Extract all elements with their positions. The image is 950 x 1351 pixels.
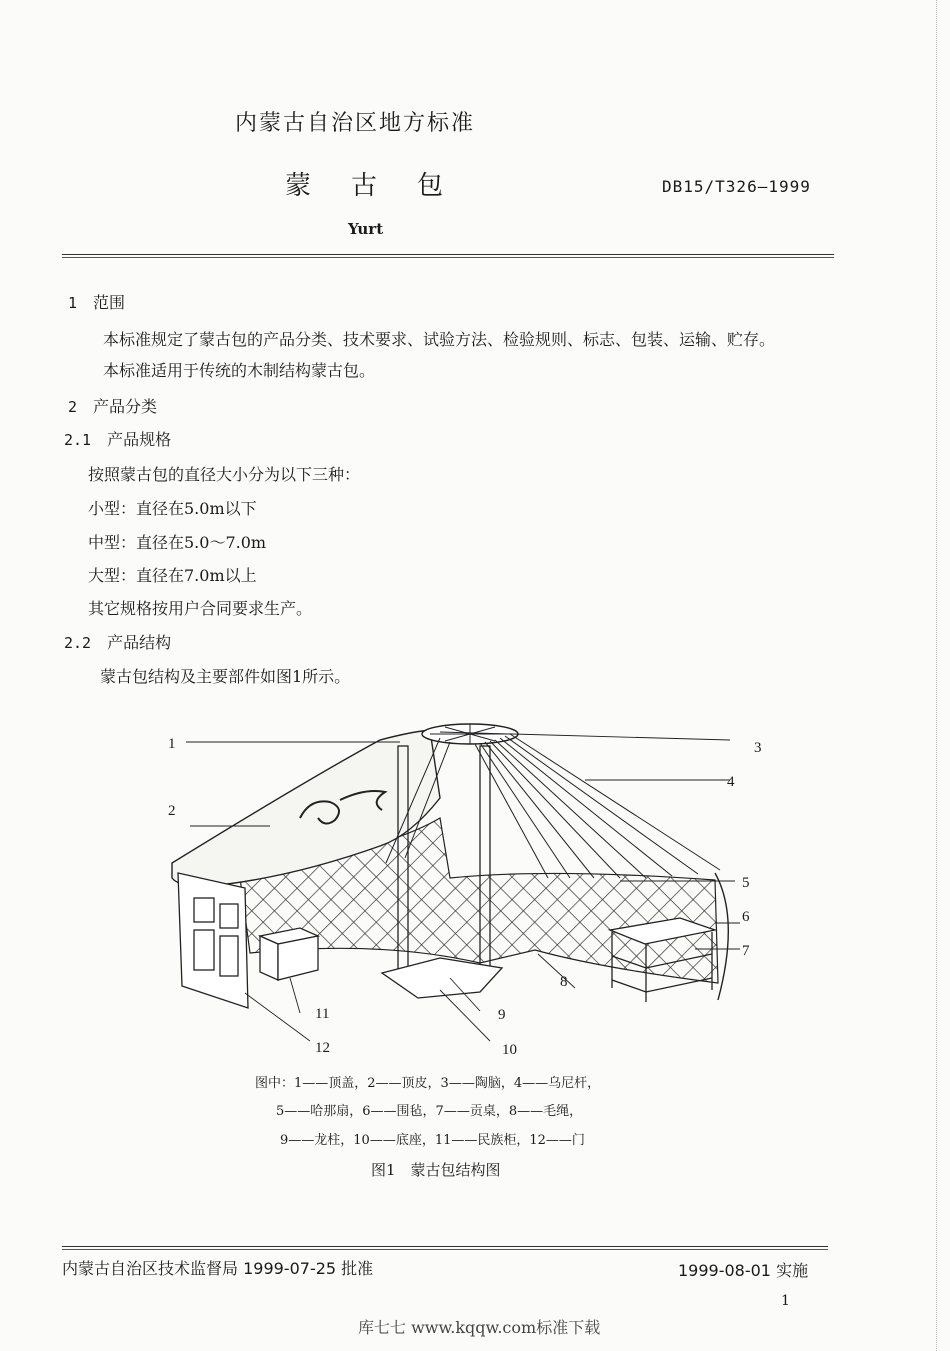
section-number: 1 <box>68 294 78 312</box>
callout-1: 1 <box>168 736 176 752</box>
paragraph: 蒙古包结构及主要部件如图1所示。 <box>100 667 351 686</box>
header-rule <box>62 254 834 258</box>
callout-2: 2 <box>168 803 176 819</box>
caption-line: 9——龙柱，10——底座，11——民族柜，12——门 <box>280 1133 585 1148</box>
section-number: 2 <box>68 398 78 416</box>
section-title: 产品结构 <box>107 633 172 652</box>
download-watermark: 库七七 www.kqqw.com标准下载 <box>358 1318 601 1337</box>
doc-title: 蒙古包 <box>285 171 484 201</box>
paragraph: 本标准适用于传统的木制结构蒙古包。 <box>103 361 376 380</box>
paragraph: 中型：直径在5.0～7.0m <box>88 533 267 552</box>
footer-rule <box>62 1246 828 1250</box>
section-title: 范围 <box>93 293 126 312</box>
paragraph: 大型：直径在7.0m以上 <box>88 566 257 585</box>
yurt-structure-figure <box>150 718 790 1063</box>
section-number: 2.1 <box>64 431 92 449</box>
scan-edge <box>936 0 938 1351</box>
door <box>178 873 248 1008</box>
paragraph: 按照蒙古包的直径大小分为以下三种： <box>88 465 361 484</box>
section-heading <box>64 430 171 450</box>
callout-6: 6 <box>742 909 750 925</box>
figure-title: 图1 蒙古包结构图 <box>371 1161 501 1179</box>
section-number: 2.2 <box>64 634 92 652</box>
section-title: 产品分类 <box>93 397 158 416</box>
callout-5: 5 <box>742 875 750 891</box>
paragraph: 小型：直径在5.0m以下 <box>88 499 257 518</box>
paragraph: 其它规格按用户合同要求生产。 <box>88 599 313 618</box>
cabinet <box>260 928 318 980</box>
section-title: 产品规格 <box>107 430 172 449</box>
paragraph: 本标准规定了蒙古包的产品分类、技术要求、试验方法、检验规则、标志、包装、运输、贮存。 <box>103 330 776 349</box>
doc-subtitle: Yurt <box>348 220 384 238</box>
caption-line: 5——哈那扇，6——围毡，7——贡桌，8——毛绳， <box>276 1104 583 1119</box>
doc-number: DB15/T326—1999 <box>662 177 811 196</box>
callout-4: 4 <box>727 774 735 790</box>
callout-7: 7 <box>742 943 750 959</box>
section-heading <box>68 397 157 417</box>
callout-9: 9 <box>498 1007 506 1023</box>
callout-10: 10 <box>502 1042 517 1058</box>
callout-12: 12 <box>315 1040 330 1056</box>
page-number: 1 <box>781 1293 790 1309</box>
approval-info: 内蒙古自治区技术监督局 1999-07-25 批准 <box>62 1259 374 1278</box>
section-heading <box>68 293 125 313</box>
section-heading <box>64 633 171 653</box>
callout-8: 8 <box>560 974 568 990</box>
org-title: 内蒙古自治区地方标准 <box>235 111 476 136</box>
callout-11: 11 <box>315 1006 330 1022</box>
callout-3: 3 <box>754 740 762 756</box>
effective-date: 1999-08-01 实施 <box>678 1261 809 1280</box>
caption-line: 图中：1——顶盖，2——顶皮，3——陶脑，4——乌尼杆， <box>255 1076 601 1091</box>
